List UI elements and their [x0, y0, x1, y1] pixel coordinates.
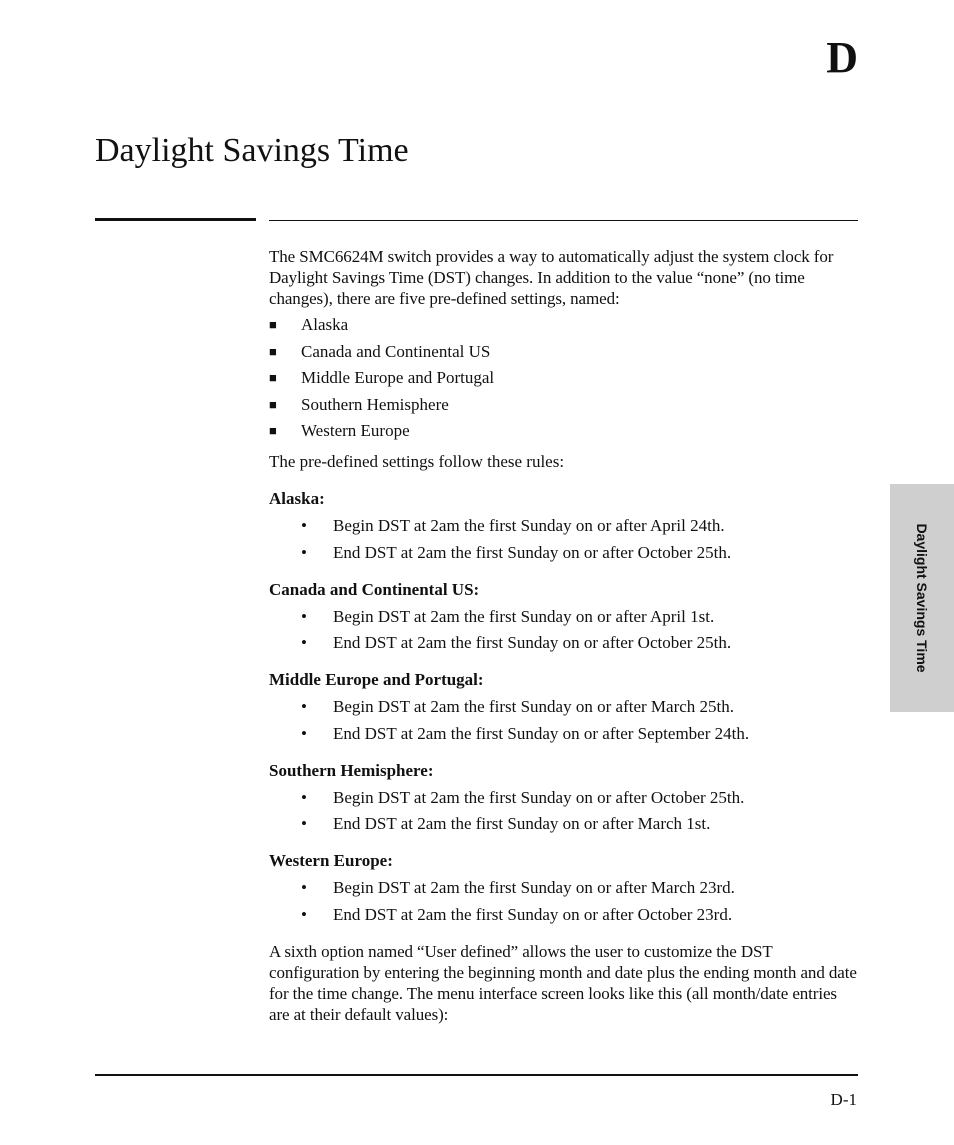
- rule-text: End DST at 2am the first Sunday on or after September 24th.: [333, 723, 750, 743]
- rule-text: End DST at 2am the first Sunday on or after October 25th.: [333, 542, 732, 562]
- main-content: [269, 246, 859, 1025]
- rule-text: Begin DST at 2am the first Sunday on or after April 24th.: [333, 516, 725, 535]
- rule-heading: Middle Europe and Portugal:: [269, 670, 484, 689]
- list-item-label: Southern Hemisphere: [301, 394, 449, 414]
- list-item: [269, 542, 859, 563]
- list-item: [269, 904, 859, 925]
- square-bullet-icon: ■: [269, 317, 277, 332]
- bullet-icon: •: [301, 787, 307, 807]
- list-item: [269, 367, 859, 388]
- rule-text: Begin DST at 2am the first Sunday on or after March 23rd.: [333, 878, 735, 897]
- bullet-icon: •: [301, 542, 307, 562]
- rule-text: End DST at 2am the first Sunday on or after October 23rd.: [333, 904, 733, 924]
- list-item: [269, 341, 859, 362]
- rule-text: Begin DST at 2am the first Sunday on or after March 25th.: [333, 697, 734, 716]
- rule-text: End DST at 2am the first Sunday on or after March 1st.: [333, 814, 711, 833]
- list-item: [269, 606, 859, 627]
- rule-heading: Western Europe:: [269, 851, 393, 870]
- rule-text: End DST at 2am the first Sunday on or after October 25th.: [333, 633, 732, 652]
- square-bullet-icon: ■: [269, 343, 277, 359]
- title-rule-long: [269, 220, 858, 221]
- bullet-icon: •: [301, 516, 307, 535]
- rule-list: [269, 515, 859, 563]
- page-title: Daylight Savings Time: [95, 132, 409, 169]
- bullet-icon: •: [301, 878, 307, 897]
- bullet-icon: •: [301, 814, 307, 833]
- bullet-icon: •: [301, 904, 307, 924]
- list-item: [269, 314, 859, 335]
- bullet-icon: •: [301, 723, 307, 743]
- list-item: [269, 394, 859, 415]
- side-tab-label: Daylight Savings Time: [914, 523, 930, 673]
- intro-paragraph: The SMC6624M switch provides a way to automatically adjust the system clock for Daylight Savings Time (DST) changes. In addition to the value “none” (no time changes), there are five pre-defined settings, named:: [269, 247, 834, 308]
- rule-heading: Canada and Continental US:: [269, 579, 480, 599]
- rule-text: Begin DST at 2am the first Sunday on or after April 1st.: [333, 606, 715, 626]
- footer-rule: [95, 1074, 858, 1076]
- list-item: [269, 632, 859, 653]
- rules-intro: The pre-defined settings follow these rules:: [269, 452, 565, 471]
- rule-list: [269, 696, 859, 744]
- list-item-label: Alaska: [301, 315, 349, 334]
- bullet-icon: •: [301, 606, 307, 626]
- list-item-label: Middle Europe and Portugal: [301, 368, 495, 387]
- chapter-letter: D: [826, 33, 858, 82]
- list-item: [269, 813, 859, 834]
- square-bullet-icon: ■: [269, 423, 277, 438]
- list-item-label: Canada and Continental US: [301, 341, 491, 361]
- list-item: [269, 420, 859, 441]
- list-item: [269, 877, 859, 898]
- bullet-icon: •: [301, 697, 307, 716]
- list-item: [269, 696, 859, 717]
- rule-heading: Southern Hemisphere:: [269, 760, 434, 780]
- square-bullet-icon: ■: [269, 370, 277, 385]
- rule-heading: Alaska:: [269, 489, 325, 508]
- title-rule-short: [95, 218, 256, 221]
- rule-list: [269, 877, 859, 925]
- predefined-settings-list: [269, 314, 859, 441]
- square-bullet-icon: ■: [269, 396, 277, 412]
- rule-list: [269, 606, 859, 654]
- page-number: D-1: [830, 1090, 857, 1109]
- rule-text: Begin DST at 2am the first Sunday on or after October 25th.: [333, 787, 745, 807]
- closing-paragraph: A sixth option named “User defined” allows the user to customize the DST configuration by entering the beginning month and date plus the ending month and date for the time change. The menu interface screen looks like this (all month/date entries are at their default values):: [269, 941, 857, 1024]
- list-item: [269, 515, 859, 536]
- rule-list: [269, 787, 859, 835]
- bullet-icon: •: [301, 633, 307, 652]
- list-item: [269, 723, 859, 744]
- side-tab: [890, 484, 954, 712]
- list-item: [269, 787, 859, 808]
- list-item-label: Western Europe: [301, 421, 410, 440]
